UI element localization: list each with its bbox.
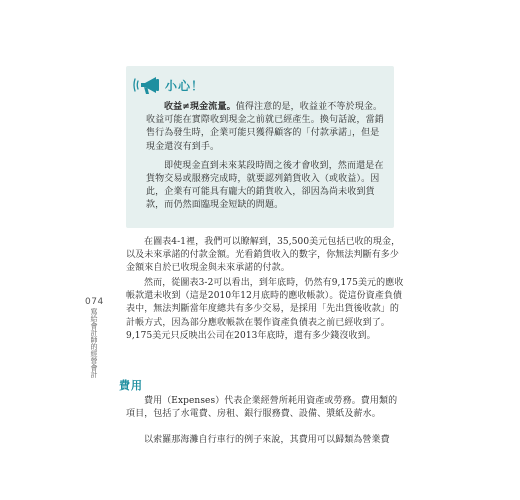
body-paragraph-3-text: 費用（Expenses）代表企業經營所耗用資產或勞務。費用類的項目，包括了水電費、房租、銀行服務費、設備、漿紙及薪水。: [126, 396, 398, 420]
callout-paragraph-1-text: 值得注意的是，收益並不等於現金。收益可能在實際收到現金之前就已經產生。換句話說，當銷售行為發生時，企業可能只獲得顧客的「付款承諾」，但是現金還沒有到手。: [146, 102, 384, 152]
body-paragraph-1-text: 在圖表4-1裡，我們可以瞭解到，35,500美元包括已收的現金，以及未來承諾的付款金額。光看銷貨收入的數字，你無法判斷有多少金額來自於已收現金與未來承諾的付款。: [126, 237, 401, 274]
megaphone-icon: [132, 73, 162, 97]
running-book-title: 寫給會計師的經營會計: [90, 308, 98, 378]
body-paragraph-4: [126, 434, 404, 447]
callout-body: [146, 101, 386, 213]
body-paragraph-3: [126, 395, 404, 421]
body-paragraph-2: [126, 277, 404, 343]
section-heading-expenses: 費用: [119, 379, 143, 392]
callout-paragraph-2: 即使現金直到未來某段時間之後才會收到，然而還是在貨物交易或服務完成時，就要認列銷貨收入（或收益）。因此，企業有可能具有龐大的銷貨收入，卻因為尚未收到貨款，而仍然面臨現金短缺的問題。: [146, 160, 384, 211]
callout-paragraph-1: [146, 101, 386, 154]
body-paragraph-1: [126, 236, 404, 276]
callout-title: 小心！: [165, 78, 205, 93]
page-number: 074: [85, 297, 104, 307]
callout-header: [132, 72, 204, 98]
callout-emphasis: 收益≠現金流量。: [164, 102, 236, 112]
body-paragraph-4-text: 以索羅那海灘自行車行的例子來說，其費用可以歸類為營業費: [144, 435, 390, 445]
body-paragraph-2-text: 然而，從圖表3-2可以看出，到年底時，仍然有9,175美元的應收帳款還未收到（這是2010年12月底時的應收帳款）。從這份資產負債表中，無法判斷當年度總共有多少交易，是採用「先出貨後收款」的計帳方式，因為部分應收帳款在製作資產負債表之前已經收到了。9,175美元只反映出公司在2013年底時，還有多少錢沒收到。: [126, 278, 404, 341]
caution-callout: [126, 66, 394, 228]
